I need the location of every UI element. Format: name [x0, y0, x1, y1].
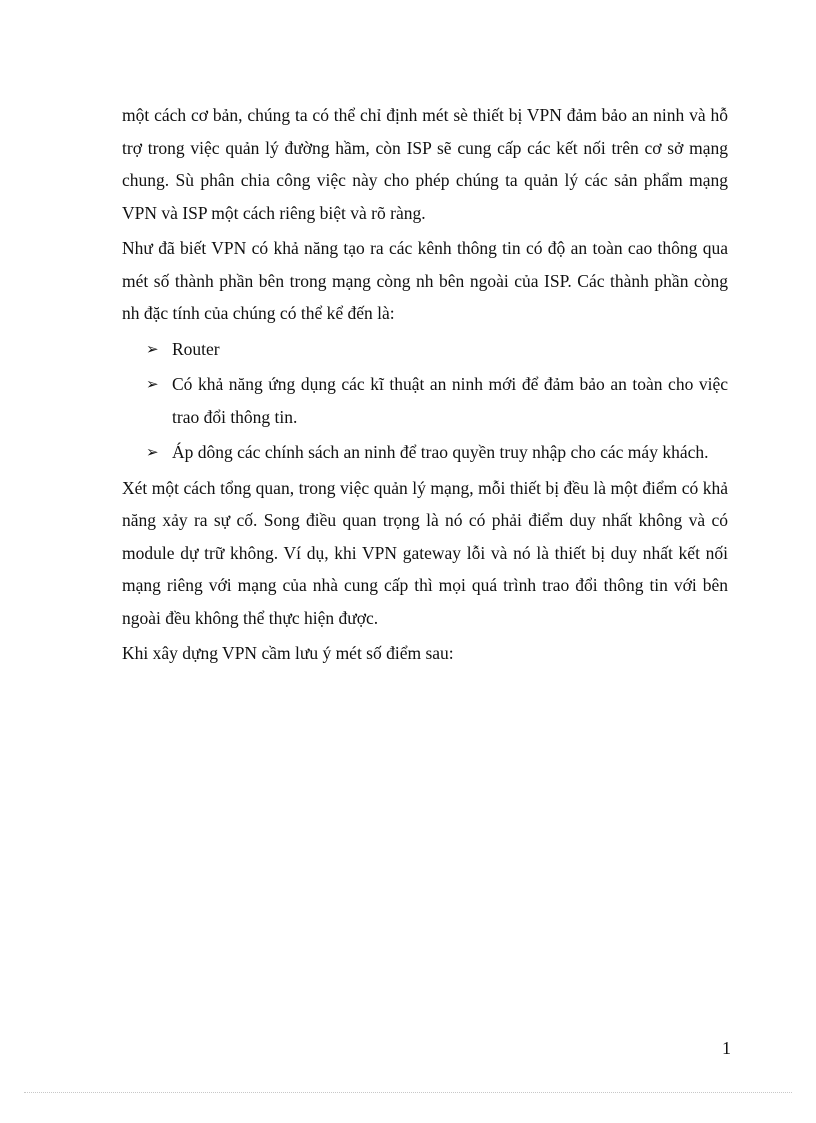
- page-body: [122, 99, 728, 670]
- bullet-text: Có khả năng ứng dụng các kĩ thuật an ninh mới để đảm bảo an toàn cho việc trao đổi thông tin.: [172, 374, 728, 427]
- bullet-text: Áp dông các chính sách an ninh để trao quyền truy nhập cho các máy khách.: [172, 442, 709, 462]
- arrowhead-bullet-icon: ➢: [146, 339, 159, 358]
- bullet-item: [122, 368, 728, 433]
- page-number: 1: [722, 1038, 731, 1058]
- arrowhead-bullet-icon: ➢: [146, 443, 159, 461]
- bullet-item: [122, 436, 728, 469]
- bullet-list: [122, 333, 728, 469]
- paragraph: Khi xây dựng VPN cầm lưu ý mét số điểm sau:: [122, 643, 454, 663]
- bullet-item: [122, 333, 728, 366]
- footer-divider: [24, 1092, 792, 1093]
- arrowhead-bullet-icon: ➢: [146, 375, 159, 393]
- paragraph: một cách cơ bản, chúng ta có thể chỉ định mét sè thiết bị VPN đảm bảo an ninh và hỗ trợ trong việc quản lý đường hầm, còn ISP sẽ cung cấp các kết nối trên cơ sở mạng chung. Sù phân chia công việc này cho phép chúng ta quản lý các sản phẩm mạng VPN và ISP một cách riêng biệt và rõ ràng.: [122, 105, 728, 223]
- paragraph: Xét một cách tổng quan, trong việc quản lý mạng, mỗi thiết bị đều là một điểm có khả năng xảy ra sự cố. Song điều quan trọng là nó có phải điểm duy nhất không và có module dự trữ không. Ví dụ, khi VPN gateway lỗi và nó là thiết bị duy nhất kết nối mạng riêng với mạng của nhà cung cấp thì mọi quá trình trao đổi thông tin với bên ngoài đều không thể thực hiện được.: [122, 477, 728, 628]
- paragraph: Như đã biết VPN có khả năng tạo ra các kênh thông tin có độ an toàn cao thông qua mét số thành phần bên trong mạng còng nh bên ngoài của ISP. Các thành phần còng nh đặc tính của chúng có thể kể đến là:: [122, 238, 728, 323]
- bullet-text: Router: [172, 338, 220, 359]
